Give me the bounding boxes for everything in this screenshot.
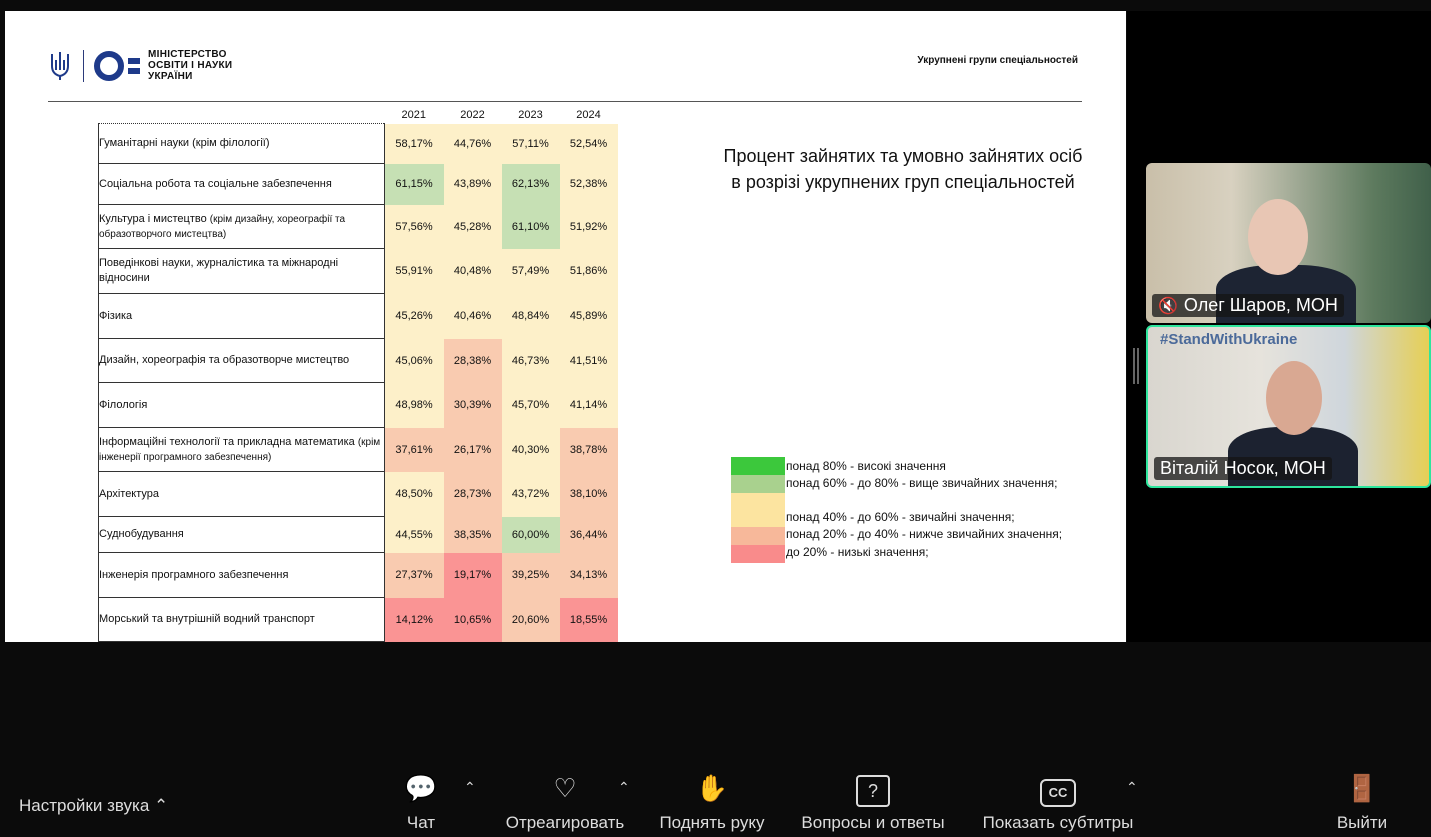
- hand-icon: ✋: [695, 773, 729, 803]
- table-row: [99, 428, 618, 472]
- year-header: 2021: [401, 109, 426, 122]
- audio-settings-button[interactable]: Настройки звука ⌃: [19, 796, 169, 815]
- ministry-logo: [49, 49, 232, 82]
- year-header: 2022: [460, 109, 485, 122]
- value-cell: 43,72%: [502, 472, 560, 517]
- slide-header-label: Укрупнені групи спеціальностей: [917, 55, 1078, 66]
- value-cell: 10,65%: [444, 598, 502, 642]
- logo-text: МІНІСТЕРСТВО ОСВІТИ І НАУКИ УКРАЇНИ: [148, 49, 233, 82]
- table-row: [99, 124, 618, 164]
- value-cell: 51,86%: [560, 249, 618, 294]
- captions-button[interactable]: CC Показать субтитры: [977, 771, 1139, 833]
- value-cell: 20,60%: [502, 598, 560, 642]
- table-row: [99, 249, 618, 294]
- row-label: Архітектура: [99, 472, 385, 517]
- row-label: Дизайн, хореографія та образотворче мистецтво: [99, 339, 385, 383]
- standwithukraine-tag: #StandWithUkraine: [1160, 331, 1298, 348]
- value-cell: 48,84%: [502, 294, 560, 339]
- participant-face: [1248, 199, 1308, 275]
- value-cell: 41,51%: [560, 339, 618, 383]
- mic-muted-icon: 🔇: [1158, 298, 1178, 315]
- legend-label: до 20% - низькі значення;: [786, 545, 929, 559]
- value-cell: 30,39%: [444, 383, 502, 428]
- year-header: 2024: [576, 109, 601, 122]
- value-cell: 28,73%: [444, 472, 502, 517]
- participant-video-tile[interactable]: [1146, 163, 1431, 323]
- logo-divider: [83, 50, 84, 82]
- value-cell: 57,11%: [502, 124, 560, 164]
- table-row: [99, 205, 618, 249]
- qa-button[interactable]: ? Вопросы и ответы: [793, 771, 953, 833]
- legend-swatch-high: [731, 457, 785, 475]
- value-cell: 38,10%: [560, 472, 618, 517]
- row-label: Фізика: [99, 294, 385, 339]
- value-cell: 14,12%: [385, 598, 444, 642]
- row-label: Інженерія програмного забезпечення: [99, 553, 385, 598]
- react-options-chevron-icon[interactable]: ⌃: [618, 779, 630, 795]
- year-header: 2023: [518, 109, 543, 122]
- value-cell: 41,14%: [560, 383, 618, 428]
- value-cell: 45,06%: [385, 339, 444, 383]
- legend-label: понад 40% - до 60% - звичайні значення;: [786, 510, 1015, 524]
- trident-icon: [49, 50, 71, 82]
- value-cell: 43,89%: [444, 164, 502, 205]
- row-label: Культура і мистецтво (крім дизайну, хореографії та образотворчого мистецтва): [99, 205, 385, 249]
- value-cell: 38,35%: [444, 517, 502, 553]
- cc-icon: CC: [977, 771, 1139, 805]
- table-header-row: [99, 107, 618, 124]
- legend-swatch-low: [731, 545, 785, 563]
- legend-label: понад 80% - високі значення: [786, 459, 946, 473]
- value-cell: 45,26%: [385, 294, 444, 339]
- captions-options-chevron-icon[interactable]: ⌃: [1126, 779, 1138, 795]
- row-label: Гуманітарні науки (крім філології): [99, 124, 385, 164]
- value-cell: 26,17%: [444, 428, 502, 472]
- legend-swatch-below: [731, 527, 785, 545]
- row-label: Філологія: [99, 383, 385, 428]
- participant-name-label: Віталій Носок, МОН: [1154, 457, 1332, 480]
- value-cell: 58,17%: [385, 124, 444, 164]
- row-label: Суднобудування: [99, 517, 385, 553]
- table-row: [99, 553, 618, 598]
- value-cell: 57,56%: [385, 205, 444, 249]
- value-cell: 62,13%: [502, 164, 560, 205]
- legend-swatch-above: [731, 475, 785, 493]
- table-row: [99, 294, 618, 339]
- slide-title: Процент зайнятих та умовно зайнятих осіб в розрізі укрупнених груп спеціальностей: [723, 146, 1083, 192]
- table-row: [99, 383, 618, 428]
- value-cell: 39,25%: [502, 553, 560, 598]
- value-cell: 60,00%: [502, 517, 560, 553]
- table-header-blank: [99, 107, 385, 124]
- row-label: Морський та внутрішній водний транспорт: [99, 598, 385, 642]
- participant-video-tile-active[interactable]: [1146, 325, 1431, 488]
- value-cell: 34,13%: [560, 553, 618, 598]
- value-cell: 57,49%: [502, 249, 560, 294]
- value-cell: 52,54%: [560, 124, 618, 164]
- legend-label: понад 60% - до 80% - вище звичайних значення;: [786, 476, 1058, 490]
- table-row: [99, 598, 618, 642]
- row-label: Поведінкові науки, журналістика та міжнародні відносини: [99, 249, 385, 294]
- table-row: [99, 164, 618, 205]
- presentation-slide: [5, 11, 1126, 642]
- chat-button[interactable]: 💬 Чат: [400, 771, 442, 833]
- value-cell: 44,55%: [385, 517, 444, 553]
- value-cell: 46,73%: [502, 339, 560, 383]
- value-cell: 51,92%: [560, 205, 618, 249]
- value-cell: 37,61%: [385, 428, 444, 472]
- raise-hand-button[interactable]: ✋ Поднять руку: [653, 771, 771, 833]
- react-button[interactable]: ♡ Отреагировать: [500, 771, 630, 833]
- participant-face: [1266, 361, 1322, 435]
- value-cell: 40,46%: [444, 294, 502, 339]
- panel-resize-handle[interactable]: [1133, 348, 1139, 384]
- value-cell: 38,78%: [560, 428, 618, 472]
- value-cell: 27,37%: [385, 553, 444, 598]
- table-row: [99, 339, 618, 383]
- value-cell: 52,38%: [560, 164, 618, 205]
- chat-options-chevron-icon[interactable]: ⌃: [464, 779, 476, 795]
- header-divider: [48, 101, 1082, 102]
- meeting-toolbar: [0, 757, 1431, 837]
- value-cell: 44,76%: [444, 124, 502, 164]
- value-cell: 40,48%: [444, 249, 502, 294]
- logo-bars-icon: [128, 58, 140, 74]
- value-cell: 61,10%: [502, 205, 560, 249]
- value-cell: 48,98%: [385, 383, 444, 428]
- row-label: Соціальна робота та соціальне забезпечення: [99, 164, 385, 205]
- value-cell: 48,50%: [385, 472, 444, 517]
- value-cell: 36,44%: [560, 517, 618, 553]
- employment-table: [98, 107, 618, 642]
- value-cell: 45,28%: [444, 205, 502, 249]
- row-label: Інформаційні технології та прикладна математика (крім інженерії програмного забезпечення): [99, 428, 385, 472]
- table-row: [99, 472, 618, 517]
- chevron-up-icon: ⌃: [154, 796, 169, 815]
- value-cell: 40,30%: [502, 428, 560, 472]
- value-cell: 61,15%: [385, 164, 444, 205]
- value-cell: 28,38%: [444, 339, 502, 383]
- table-row: [99, 517, 618, 553]
- chat-icon: 💬: [404, 773, 438, 803]
- value-cell: 45,89%: [560, 294, 618, 339]
- question-icon: ?: [793, 771, 953, 805]
- value-cell: 45,70%: [502, 383, 560, 428]
- legend-label: понад 20% - до 40% - нижче звичайних значення;: [786, 527, 1063, 541]
- logo-circle-icon: [94, 51, 124, 81]
- leave-button[interactable]: 🚪 Выйти: [1333, 771, 1391, 833]
- value-cell: 18,55%: [560, 598, 618, 642]
- value-cell: 19,17%: [444, 553, 502, 598]
- legend-swatch-normal: [731, 493, 785, 527]
- heart-icon: ♡: [553, 773, 577, 803]
- exit-icon: 🚪: [1345, 773, 1379, 803]
- value-cell: 55,91%: [385, 249, 444, 294]
- participant-name-label: 🔇 Олег Шаров, МОН: [1152, 294, 1344, 317]
